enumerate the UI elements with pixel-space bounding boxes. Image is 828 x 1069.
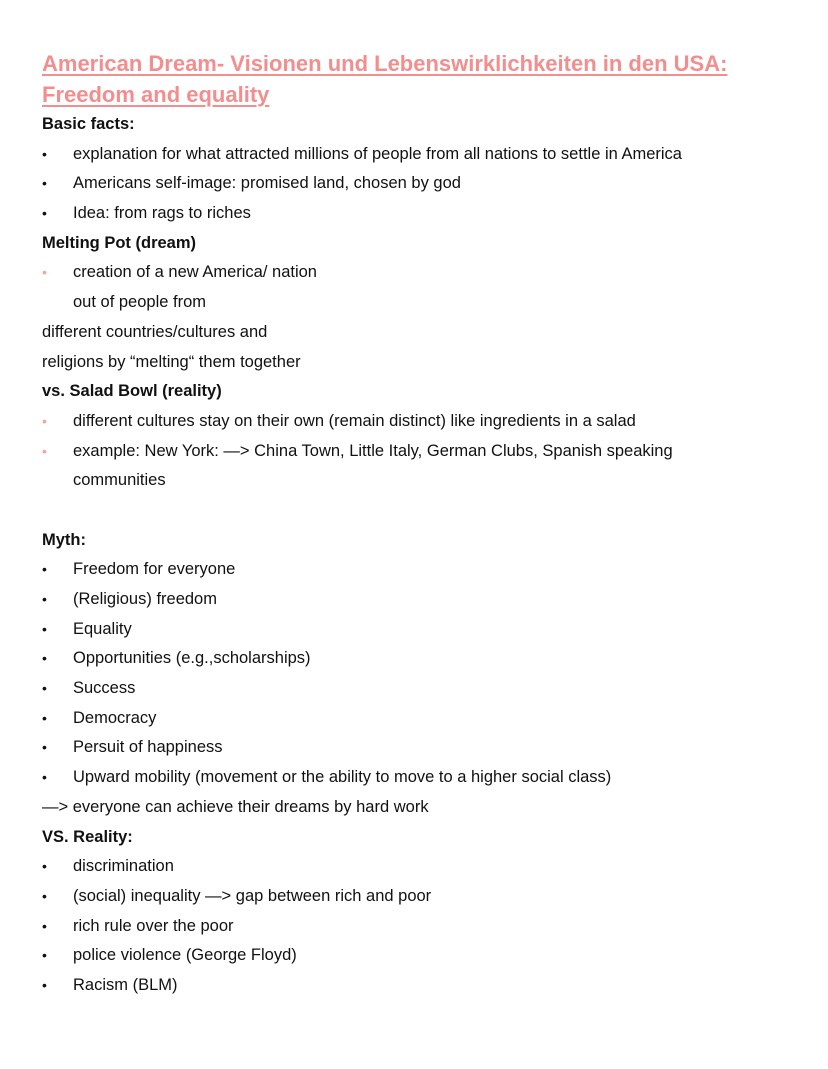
bullet-icon: • — [42, 620, 47, 637]
bullet-icon: • — [42, 145, 47, 162]
list-item-text: (Religious) freedom — [73, 590, 217, 608]
title-line-2: Freedom and equality — [42, 82, 270, 107]
list-item — [42, 199, 802, 229]
myth-conclusion: —> everyone can achieve their dreams by hard work — [42, 797, 429, 816]
list-item — [42, 763, 802, 793]
list-item — [42, 852, 802, 882]
bullet-icon: • — [42, 264, 47, 281]
list-item-text: creation of a new America/ nation — [73, 263, 317, 282]
reality-heading: VS. Reality: — [42, 827, 133, 846]
blank-line — [42, 496, 802, 526]
bullet-icon: • — [42, 442, 47, 459]
bullet-icon: • — [42, 739, 47, 756]
list-item — [42, 674, 802, 704]
list-item-text: discrimination — [73, 857, 174, 876]
list-item — [42, 704, 802, 734]
document-page — [42, 48, 802, 1001]
list-item-continuation: communities — [73, 471, 166, 490]
list-item-text: Racism (BLM) — [73, 975, 178, 994]
list-item-text: police violence (George Floyd) — [73, 946, 297, 965]
list-item — [42, 140, 802, 170]
list-item-text: Americans self-image: promised land, chosen by god — [73, 174, 461, 193]
list-item-text: explanation for what attracted millions of people from all nations to settle in America — [73, 144, 682, 163]
basic-facts-heading: Basic facts: — [42, 115, 135, 133]
list-item-text: Democracy — [73, 708, 157, 727]
list-item-text: example: New York: —> China Town, Little Italy, German Clubs, Spanish speaking — [73, 441, 673, 460]
bullet-icon: • — [42, 947, 47, 964]
bullet-icon: • — [42, 205, 47, 222]
list-item-continuation: out of people from — [73, 293, 206, 312]
list-item-text: Persuit of happiness — [73, 738, 223, 757]
list-item — [42, 882, 802, 912]
myth-heading: Myth: — [42, 530, 86, 549]
bullet-icon: • — [42, 887, 47, 904]
bullet-icon: • — [42, 769, 47, 786]
list-item-text: Equality — [73, 619, 132, 638]
bullet-icon: • — [42, 858, 47, 875]
bullet-icon: • — [42, 917, 47, 934]
bullet-icon: • — [42, 412, 47, 429]
document-title — [42, 48, 802, 110]
list-item — [42, 169, 802, 199]
list-item-text: rich rule over the poor — [73, 916, 234, 935]
melting-pot-heading: Melting Pot (dream) — [42, 233, 197, 252]
bullet-icon: • — [42, 591, 47, 607]
list-item-text: different cultures stay on their own (remain distinct) like ingredients in a salad — [73, 411, 636, 430]
bullet-icon: • — [42, 976, 47, 993]
list-item — [42, 644, 802, 674]
paragraph-line: different countries/cultures and — [42, 322, 268, 341]
list-item — [42, 555, 802, 585]
list-item — [42, 615, 802, 645]
salad-bowl-heading: vs. Salad Bowl (reality) — [42, 382, 222, 401]
list-item — [42, 912, 802, 942]
bullet-icon: • — [42, 650, 47, 667]
list-item — [42, 437, 802, 467]
list-item — [42, 407, 802, 437]
bullet-icon: • — [42, 680, 47, 697]
bullet-icon: • — [42, 175, 47, 192]
list-item — [42, 585, 802, 615]
paragraph-line: religions by “melting“ them together — [42, 352, 301, 371]
list-item-text: Idea: from rags to riches — [73, 204, 251, 223]
bullet-icon: • — [42, 561, 47, 578]
list-item-text: (social) inequality —> gap between rich and poor — [73, 886, 432, 905]
list-item — [42, 971, 802, 1001]
list-item — [42, 941, 802, 971]
bullet-icon: • — [42, 709, 47, 726]
list-item-text: Freedom for everyone — [73, 560, 236, 579]
list-item — [42, 733, 802, 763]
list-item — [42, 258, 802, 288]
list-item-text: Upward mobility (movement or the ability to move to a higher social class) — [73, 768, 612, 787]
list-item-text: Opportunities (e.g.,scholarships) — [73, 649, 311, 668]
list-item-text: Success — [73, 679, 136, 698]
title-line-1: American Dream- Visionen und Lebenswirklichkeiten in den USA: — [42, 51, 728, 76]
